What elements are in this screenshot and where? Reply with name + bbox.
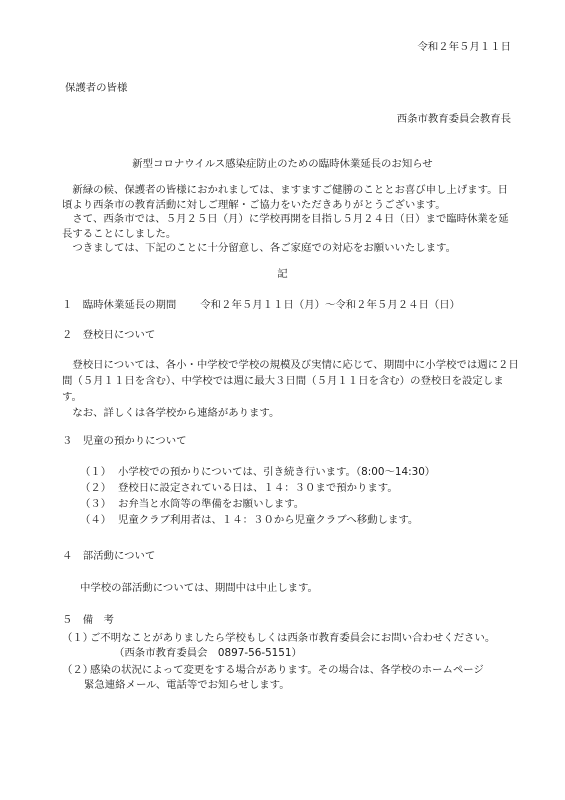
section-4-text: 中学校の部活動については、期間中は中止します。 [80,582,318,594]
list-item [80,480,520,496]
section-1-period: 令和２年５月１１日（月）～令和２年５月２４日（日） [200,299,461,311]
intro-paragraph-1: 新緑の候、保護者の皆様におかれましては、ますますご健勝のこととお喜び申し上げます。日頃より西条市の教育活動に対しご理解・ご協力をいただきありがとうございます。 [62,184,508,211]
list-item-text: 登校日に設定されている日は、１４：３０まで預かります。 [118,482,398,494]
section-2-heading: ２ 登校日について [62,329,156,341]
list-item-number: （４） [80,514,112,526]
contact-line [62,646,532,662]
ki-heading: 記 [277,268,288,280]
list-item-number: （２） [62,663,94,676]
section-3-list [80,464,520,528]
section-2-body [62,357,520,421]
document-date: 令和２年５月１１日 [417,41,511,53]
intro-paragraph-3: つきましては、下記のことに十分留意し、各ご家庭での対応をお願いいたします。 [72,242,457,254]
section-5-list [62,630,532,693]
document-title: 新型コロナウイルス感染症防止のための臨時休業延長のお知らせ [132,158,433,170]
list-item-number: （１） [62,632,94,644]
list-item [80,464,520,480]
recipient-line: 保護者の皆様 [65,82,128,94]
list-item-text: ご不明なことがありましたら学校もしくは西条市教育委員会にお問い合わせください。 [90,632,496,644]
list-item-text: お弁当と水筒等の準備をお願いします。 [118,498,305,510]
intro-body [62,183,517,256]
sender-line: 西条市教育委員会教育長 [396,113,511,125]
list-item-number: （２） [80,482,112,494]
list-item [80,512,520,528]
section-1 [62,298,460,314]
section-2-paragraph-2: なお、詳しくは各学校から連絡があります。 [72,407,280,419]
list-item [62,662,532,678]
section-2-paragraph-1: 登校日については、各小・中学校で学校の規模及び実情に応じて、期間中に小学校では週に２日間（５月１１日を含む）、中学校では週に最大３日間（５月１１日を含む）の登校日を設定します。 [62,359,519,403]
list-item-text: 児童クラブ利用者は、１４：３０から児童クラブへ移動します。 [118,514,419,526]
section-1-heading: １ 臨時休業延長の期間 [62,299,177,311]
list-item-number: （１） [80,466,112,478]
section-3-heading: ３ 児童の預かりについて [62,435,187,447]
section-4-heading: ４ 部活動について [62,550,156,562]
list-item-number: （３） [80,498,112,510]
section-5-heading: ５ 備 考 [62,614,114,626]
list-item-continuation: 緊急連絡メール、電話等でお知らせします。 [84,678,290,691]
list-item-text: 感染の状況によって変更をする場合があります。その場合は、各学校のホームページ [90,663,484,676]
contact-text: （西条市教育委員会 0897-56-5151） [114,647,302,659]
intro-paragraph-2: さて、西条市では、５月２５日（月）に学校再開を目指し５月２４日（日）まで臨時休業を延長することにしました。 [62,213,509,240]
list-item [80,496,520,512]
list-item [62,630,532,646]
list-item-text: 小学校での預かりについては、引き続き行います。（8:00～14:30） [118,466,436,478]
